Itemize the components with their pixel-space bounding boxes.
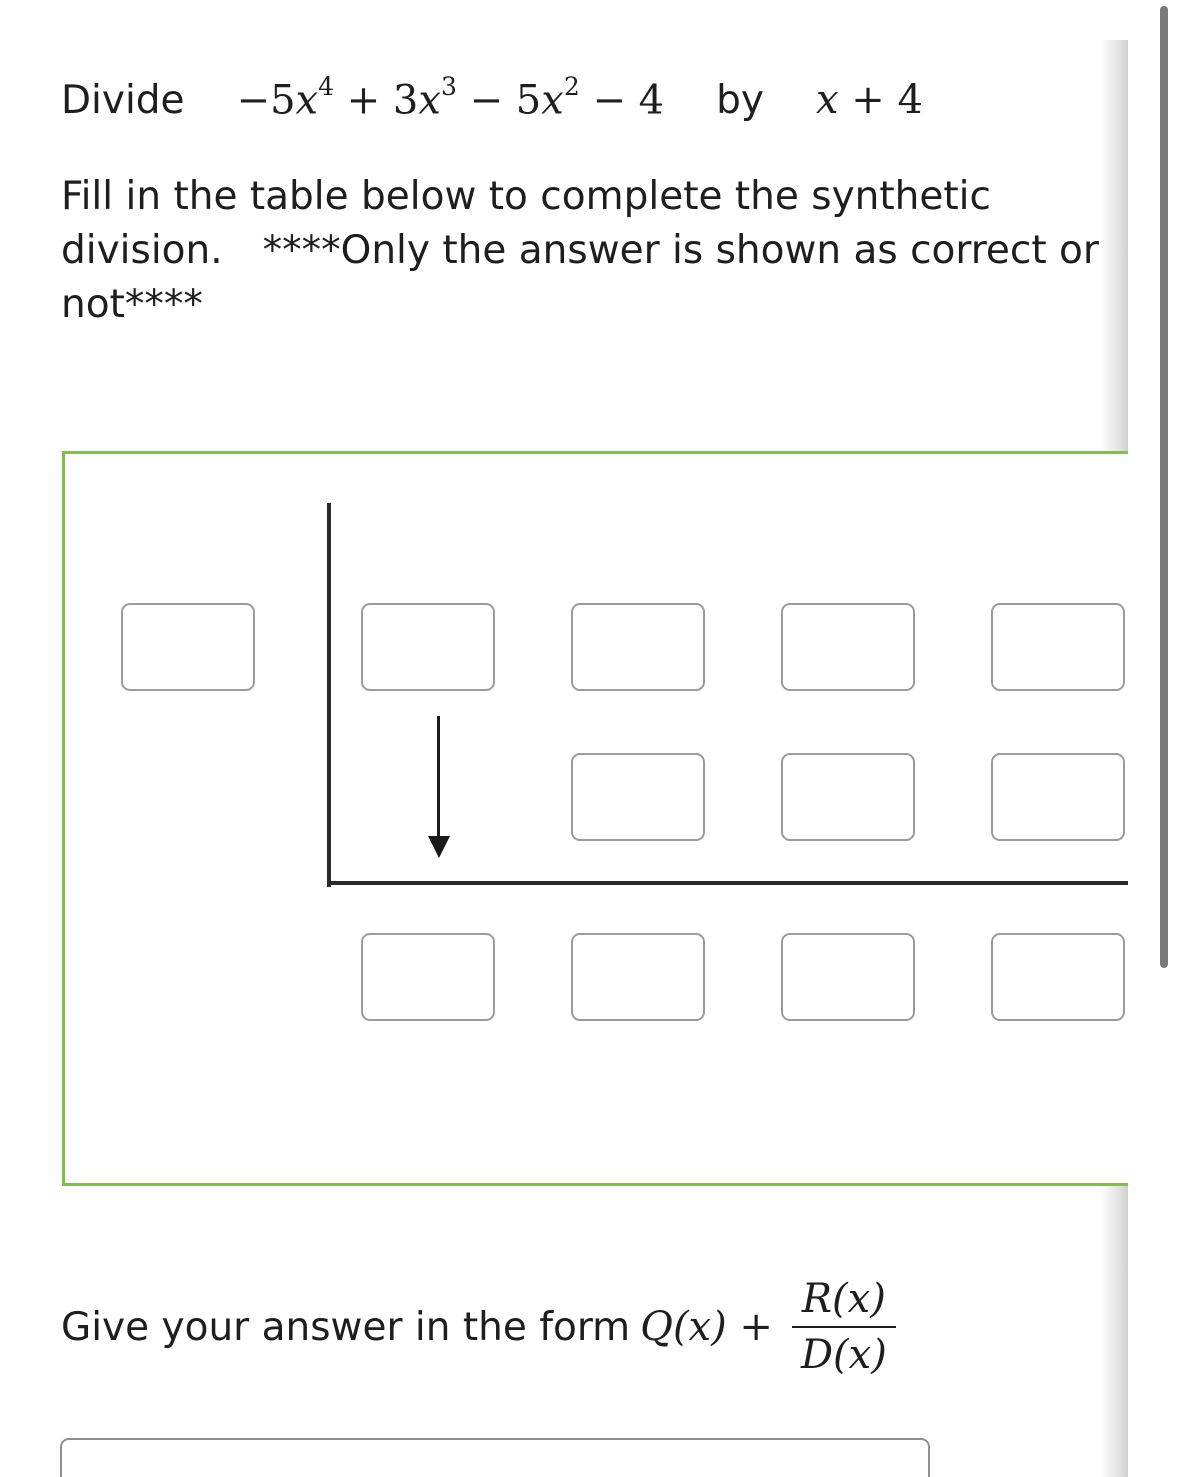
down-arrow-icon bbox=[428, 836, 450, 858]
coefficient-input-1[interactable] bbox=[361, 603, 495, 691]
vertical-scrollbar[interactable] bbox=[1160, 6, 1168, 968]
answer-form-text: Give your answer in the form bbox=[61, 1304, 631, 1350]
result-input-2[interactable] bbox=[571, 933, 705, 1021]
division-bracket-vertical bbox=[327, 503, 331, 887]
coefficient-input-3[interactable] bbox=[781, 603, 915, 691]
by-label: by bbox=[716, 77, 764, 123]
coefficient-input-2[interactable] bbox=[571, 603, 705, 691]
divisor-expression: x + 4 bbox=[815, 77, 923, 123]
division-bracket-horizontal bbox=[327, 881, 1128, 885]
bring-down-arrow-shaft bbox=[437, 716, 440, 840]
dividend-polynomial: $-5x^4 + 3x^3 - 5x^2 - 4$ bbox=[236, 72, 665, 124]
grading-note: ****Only the answer is shown as correct or not**** bbox=[61, 228, 1099, 327]
instructions bbox=[61, 170, 1101, 332]
product-input-1[interactable] bbox=[571, 753, 705, 841]
product-input-2[interactable] bbox=[781, 753, 915, 841]
result-input-1[interactable] bbox=[361, 933, 495, 1021]
coefficient-input-4[interactable] bbox=[991, 603, 1125, 691]
fraction-denominator: D(x) bbox=[800, 1332, 887, 1378]
result-input-4[interactable] bbox=[991, 933, 1125, 1021]
divide-label: Divide bbox=[61, 77, 185, 123]
divisor-input[interactable] bbox=[121, 603, 255, 691]
instructions-text: Fill in the table below to complete the synthetic division. bbox=[61, 174, 991, 273]
remainder-fraction bbox=[791, 1276, 897, 1378]
result-input-3[interactable] bbox=[781, 933, 915, 1021]
answer-input[interactable] bbox=[60, 1438, 930, 1477]
problem-statement bbox=[61, 70, 923, 130]
fraction-numerator: R(x) bbox=[792, 1276, 896, 1328]
answer-form-prompt bbox=[61, 1262, 897, 1392]
quotient-expression: Q(x) + bbox=[640, 1304, 773, 1350]
product-input-3[interactable] bbox=[991, 753, 1125, 841]
